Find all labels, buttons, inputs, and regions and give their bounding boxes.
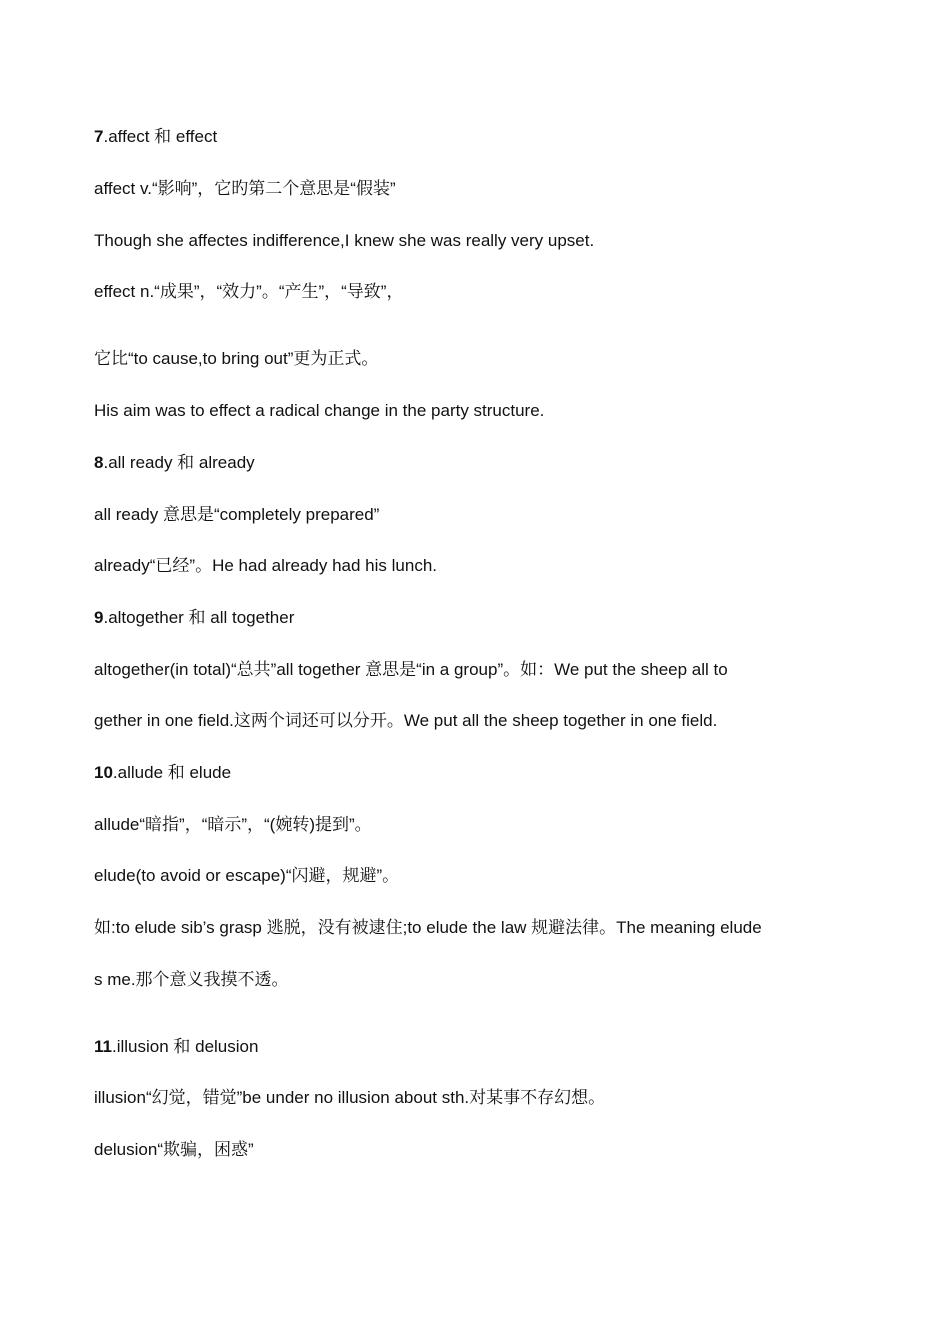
section-heading-7	[94, 125, 834, 149]
section-heading-10	[94, 761, 834, 785]
section-heading-11	[94, 1035, 834, 1059]
text-line: affect v.“影响”，它旳第二个意思是“假装”	[94, 179, 396, 198]
text-line: altogether(in total)“总共”all together 意思是“in a group”。如：We put the sheep all to	[94, 660, 728, 679]
text-line: 如:to elude sib’s grasp 逃脱，没有被逮住;to elude the law 规避法律。The meaning elude	[94, 918, 762, 937]
text-line: already“已经”。He had already had his lunch.	[94, 556, 438, 575]
text-line: allude“暗指”，“暗示”，“(婉转)提到”。	[94, 815, 372, 834]
text-line: His aim was to effect a radical change in the party structure.	[94, 401, 545, 420]
section-title: .altogether 和 all together	[103, 608, 295, 627]
section-title: .allude 和 elude	[112, 763, 232, 782]
section-title: .affect 和 effect	[103, 127, 218, 146]
text-line: all ready 意思是“completely prepared”	[94, 505, 380, 524]
text-line: s me.那个意义我摸不透。	[94, 970, 289, 989]
text-line: effect n.“成果”，“效力”。“产生”，“导致”，	[94, 282, 404, 301]
text-line: Though she affectes indifference,I knew she was really very upset.	[94, 231, 595, 250]
section-title: .illusion 和 delusion	[111, 1037, 259, 1056]
section-number: 9	[94, 608, 104, 627]
section-heading-9	[94, 606, 834, 630]
text-line: 它比“to cause,to bring out”更为正式。	[94, 349, 379, 368]
text-line: gether in one field.这两个词还可以分开。We put all the sheep together in one field.	[94, 711, 718, 730]
section-heading-8	[94, 451, 834, 475]
text-line: delusion“欺骗，困惑”	[94, 1140, 254, 1159]
section-number: 11	[94, 1037, 112, 1056]
text-line: illusion“幻觉，错觉”be under no illusion about sth.对某事不存幻想。	[94, 1088, 606, 1107]
text-line: elude(to avoid or escape)“闪避，规避”。	[94, 866, 400, 885]
section-number: 10	[94, 763, 113, 782]
section-number: 7	[94, 127, 104, 146]
section-title: .all ready 和 already	[103, 453, 255, 472]
section-number: 8	[94, 453, 104, 472]
